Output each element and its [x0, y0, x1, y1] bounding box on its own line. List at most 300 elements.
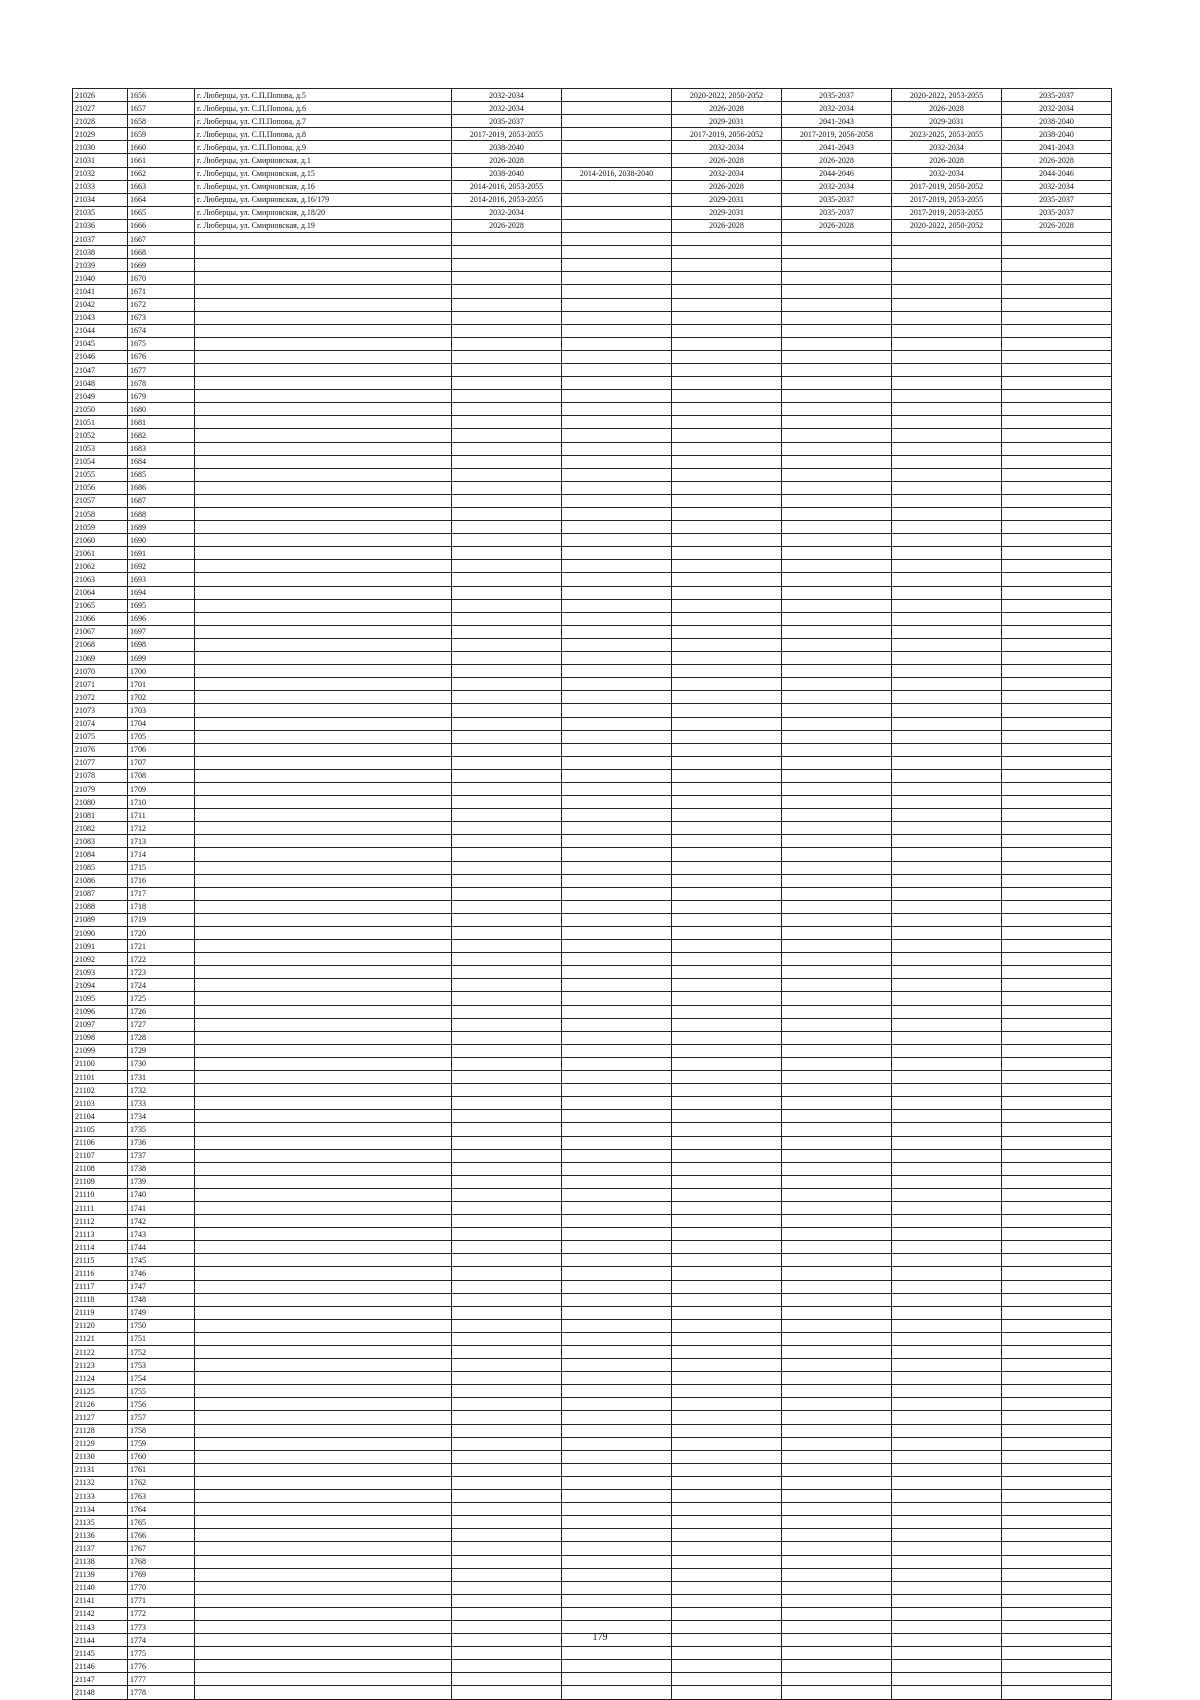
row-code: 1735 — [128, 1123, 195, 1136]
row-period-1 — [452, 979, 562, 992]
row-code: 1710 — [128, 796, 195, 809]
row-period-4 — [782, 1110, 892, 1123]
row-address — [195, 1319, 452, 1332]
row-period-2 — [562, 1647, 672, 1660]
row-period-6: 2041-2043 — [1002, 141, 1112, 154]
row-period-4 — [782, 1673, 892, 1686]
row-period-5 — [892, 1424, 1002, 1437]
row-number: 21117 — [73, 1280, 128, 1293]
row-period-6 — [1002, 822, 1112, 835]
row-address — [195, 1057, 452, 1070]
row-period-1 — [452, 246, 562, 259]
row-period-3 — [672, 1516, 782, 1529]
row-period-6 — [1002, 887, 1112, 900]
row-period-1 — [452, 468, 562, 481]
row-period-6 — [1002, 599, 1112, 612]
row-period-5 — [892, 481, 1002, 494]
row-period-6 — [1002, 756, 1112, 769]
row-period-1 — [452, 1372, 562, 1385]
row-period-6 — [1002, 1162, 1112, 1175]
row-period-2 — [562, 652, 672, 665]
row-address — [195, 508, 452, 521]
row-code: 1659 — [128, 128, 195, 141]
row-period-2 — [562, 1424, 672, 1437]
row-address — [195, 1215, 452, 1228]
table-row — [73, 521, 1112, 534]
table-row — [73, 691, 1112, 704]
row-period-6 — [1002, 796, 1112, 809]
table-row — [73, 1123, 1112, 1136]
row-period-2 — [562, 1136, 672, 1149]
row-period-4 — [782, 468, 892, 481]
row-address: г. Люберцы, ул. С.П.Попова, д.6 — [195, 102, 452, 115]
row-period-4 — [782, 1188, 892, 1201]
row-period-4 — [782, 599, 892, 612]
row-code: 1763 — [128, 1490, 195, 1503]
row-period-1 — [452, 337, 562, 350]
row-period-1 — [452, 927, 562, 940]
row-code: 1684 — [128, 455, 195, 468]
row-period-1 — [452, 1201, 562, 1214]
row-period-6 — [1002, 1647, 1112, 1660]
row-period-3 — [672, 350, 782, 363]
row-code: 1756 — [128, 1398, 195, 1411]
row-period-3 — [672, 1188, 782, 1201]
row-period-1 — [452, 1476, 562, 1489]
row-code: 1757 — [128, 1411, 195, 1424]
row-period-3 — [672, 455, 782, 468]
row-period-6 — [1002, 324, 1112, 337]
row-period-4 — [782, 560, 892, 573]
row-period-5: 2020-2022, 2050-2052 — [892, 219, 1002, 232]
row-period-5: 2017-2019, 2053-2055 — [892, 206, 1002, 219]
table-row — [73, 442, 1112, 455]
row-period-4 — [782, 861, 892, 874]
row-period-3 — [672, 678, 782, 691]
row-address — [195, 573, 452, 586]
row-period-1 — [452, 1555, 562, 1568]
row-address: г. Люберцы, ул. С.П.Попова, д.9 — [195, 141, 452, 154]
row-period-1 — [452, 1398, 562, 1411]
row-period-4 — [782, 1372, 892, 1385]
row-period-3 — [672, 468, 782, 481]
row-period-5 — [892, 691, 1002, 704]
row-number: 21129 — [73, 1437, 128, 1450]
row-period-3: 2026-2028 — [672, 102, 782, 115]
row-period-5: 2023-2025, 2053-2055 — [892, 128, 1002, 141]
row-period-2 — [562, 1228, 672, 1241]
row-address — [195, 416, 452, 429]
row-period-2 — [562, 1503, 672, 1516]
row-period-1: 2014-2016, 2053-2055 — [452, 193, 562, 206]
row-period-4 — [782, 769, 892, 782]
row-period-4 — [782, 612, 892, 625]
row-number: 21080 — [73, 796, 128, 809]
row-address — [195, 1031, 452, 1044]
row-period-3 — [672, 979, 782, 992]
row-period-6 — [1002, 1673, 1112, 1686]
row-address — [195, 1385, 452, 1398]
row-period-1 — [452, 704, 562, 717]
row-period-6 — [1002, 769, 1112, 782]
row-period-4 — [782, 429, 892, 442]
row-period-3 — [672, 927, 782, 940]
row-period-3 — [672, 717, 782, 730]
row-period-4 — [782, 1555, 892, 1568]
row-period-3 — [672, 1660, 782, 1673]
row-period-2 — [562, 377, 672, 390]
row-number: 21054 — [73, 455, 128, 468]
row-period-2 — [562, 1319, 672, 1332]
row-period-6 — [1002, 1463, 1112, 1476]
row-address — [195, 324, 452, 337]
row-period-3 — [672, 704, 782, 717]
row-period-3 — [672, 782, 782, 795]
row-period-5 — [892, 953, 1002, 966]
row-period-1 — [452, 809, 562, 822]
row-code: 1767 — [128, 1542, 195, 1555]
row-period-6 — [1002, 573, 1112, 586]
row-period-2 — [562, 1463, 672, 1476]
row-period-5 — [892, 298, 1002, 311]
row-code: 1744 — [128, 1241, 195, 1254]
row-period-2 — [562, 154, 672, 167]
table-row — [73, 1673, 1112, 1686]
row-period-5 — [892, 1411, 1002, 1424]
row-period-1 — [452, 455, 562, 468]
row-period-6 — [1002, 874, 1112, 887]
row-number: 21037 — [73, 233, 128, 246]
row-period-4 — [782, 1398, 892, 1411]
row-code: 1668 — [128, 246, 195, 259]
row-code: 1766 — [128, 1529, 195, 1542]
row-period-6 — [1002, 403, 1112, 416]
row-period-3 — [672, 1542, 782, 1555]
row-number: 21050 — [73, 403, 128, 416]
row-period-5 — [892, 1476, 1002, 1489]
row-code: 1717 — [128, 887, 195, 900]
row-period-6 — [1002, 1175, 1112, 1188]
row-code: 1718 — [128, 900, 195, 913]
row-period-6 — [1002, 1005, 1112, 1018]
row-period-2 — [562, 1162, 672, 1175]
row-code: 1761 — [128, 1463, 195, 1476]
row-address: г. Люберцы, ул. Смирновская, д.1 — [195, 154, 452, 167]
row-period-5 — [892, 1529, 1002, 1542]
table-row — [73, 992, 1112, 1005]
row-number: 21113 — [73, 1228, 128, 1241]
row-period-1 — [452, 1018, 562, 1031]
row-period-2 — [562, 1306, 672, 1319]
row-code: 1715 — [128, 861, 195, 874]
row-address — [195, 1686, 452, 1699]
row-address — [195, 652, 452, 665]
row-period-2 — [562, 1490, 672, 1503]
row-period-1 — [452, 861, 562, 874]
row-code: 1699 — [128, 652, 195, 665]
row-period-6 — [1002, 1437, 1112, 1450]
row-period-6 — [1002, 612, 1112, 625]
table-row — [73, 1359, 1112, 1372]
row-number: 21065 — [73, 599, 128, 612]
row-period-3 — [672, 1503, 782, 1516]
row-period-6 — [1002, 1319, 1112, 1332]
row-period-2 — [562, 534, 672, 547]
row-number: 21143 — [73, 1620, 128, 1633]
row-number: 21097 — [73, 1018, 128, 1031]
row-period-1 — [452, 1136, 562, 1149]
table-row — [73, 1149, 1112, 1162]
row-code: 1685 — [128, 468, 195, 481]
row-period-3 — [672, 652, 782, 665]
table-row — [73, 167, 1112, 180]
row-period-3 — [672, 1463, 782, 1476]
row-address — [195, 1018, 452, 1031]
table-row — [73, 769, 1112, 782]
row-number: 21099 — [73, 1044, 128, 1057]
row-period-4 — [782, 1437, 892, 1450]
row-period-5 — [892, 1005, 1002, 1018]
row-period-6 — [1002, 298, 1112, 311]
row-code: 1681 — [128, 416, 195, 429]
row-address: г. Люберцы, ул. Смирновская, д.16 — [195, 180, 452, 193]
row-period-6 — [1002, 468, 1112, 481]
table-row — [73, 508, 1112, 521]
row-number: 21048 — [73, 377, 128, 390]
row-address — [195, 1267, 452, 1280]
row-number: 21042 — [73, 298, 128, 311]
row-period-1: 2035-2037 — [452, 115, 562, 128]
row-period-5 — [892, 612, 1002, 625]
row-address — [195, 1359, 452, 1372]
row-code: 1750 — [128, 1319, 195, 1332]
row-period-4 — [782, 1450, 892, 1463]
row-address — [195, 1555, 452, 1568]
row-code: 1736 — [128, 1136, 195, 1149]
table-row — [73, 1071, 1112, 1084]
row-period-2 — [562, 638, 672, 651]
row-period-1 — [452, 298, 562, 311]
row-period-1 — [452, 743, 562, 756]
row-period-5 — [892, 429, 1002, 442]
row-period-2 — [562, 1149, 672, 1162]
row-code: 1768 — [128, 1555, 195, 1568]
row-period-2 — [562, 324, 672, 337]
row-period-5 — [892, 1123, 1002, 1136]
table-row — [73, 625, 1112, 638]
row-code: 1778 — [128, 1686, 195, 1699]
row-code: 1771 — [128, 1594, 195, 1607]
table-row — [73, 1306, 1112, 1319]
row-period-1 — [452, 887, 562, 900]
row-code: 1671 — [128, 285, 195, 298]
row-address — [195, 1044, 452, 1057]
row-address — [195, 1241, 452, 1254]
row-code: 1716 — [128, 874, 195, 887]
table-row — [73, 1516, 1112, 1529]
row-number: 21095 — [73, 992, 128, 1005]
table-row — [73, 89, 1112, 102]
table-row — [73, 638, 1112, 651]
row-code: 1740 — [128, 1188, 195, 1201]
row-period-4 — [782, 835, 892, 848]
row-period-6 — [1002, 665, 1112, 678]
row-period-3 — [672, 1071, 782, 1084]
row-code: 1675 — [128, 337, 195, 350]
table-row — [73, 1424, 1112, 1437]
row-period-5 — [892, 1319, 1002, 1332]
table-row — [73, 1529, 1112, 1542]
row-period-6 — [1002, 1084, 1112, 1097]
row-address — [195, 1529, 452, 1542]
row-address — [195, 678, 452, 691]
row-number: 21100 — [73, 1057, 128, 1070]
row-period-3: 2032-2034 — [672, 167, 782, 180]
row-period-5 — [892, 377, 1002, 390]
row-code: 1719 — [128, 913, 195, 926]
row-period-3 — [672, 769, 782, 782]
table-row — [73, 115, 1112, 128]
row-period-1 — [452, 1332, 562, 1345]
row-period-2 — [562, 691, 672, 704]
row-number: 21147 — [73, 1673, 128, 1686]
row-period-3 — [672, 363, 782, 376]
row-period-5 — [892, 1267, 1002, 1280]
registry-table — [72, 88, 1112, 1700]
table-row — [73, 363, 1112, 376]
row-period-1 — [452, 363, 562, 376]
row-number: 21061 — [73, 547, 128, 560]
row-period-1 — [452, 796, 562, 809]
row-period-4 — [782, 1084, 892, 1097]
row-period-4: 2044-2046 — [782, 167, 892, 180]
row-period-3 — [672, 992, 782, 1005]
row-period-2 — [562, 743, 672, 756]
row-address — [195, 1647, 452, 1660]
row-period-2 — [562, 1385, 672, 1398]
row-period-5 — [892, 1516, 1002, 1529]
row-period-6 — [1002, 730, 1112, 743]
row-period-5 — [892, 1568, 1002, 1581]
row-period-2 — [562, 455, 672, 468]
row-code: 1706 — [128, 743, 195, 756]
row-code: 1676 — [128, 350, 195, 363]
row-period-3 — [672, 1686, 782, 1699]
row-number: 21139 — [73, 1568, 128, 1581]
row-number: 21029 — [73, 128, 128, 141]
row-period-6 — [1002, 1594, 1112, 1607]
row-period-2 — [562, 1581, 672, 1594]
row-period-1 — [452, 730, 562, 743]
row-code: 1677 — [128, 363, 195, 376]
row-period-4 — [782, 1201, 892, 1214]
row-address — [195, 1149, 452, 1162]
row-period-2 — [562, 665, 672, 678]
table-row — [73, 324, 1112, 337]
row-code: 1667 — [128, 233, 195, 246]
row-address: г. Люберцы, ул. Смирновская, д.16/179 — [195, 193, 452, 206]
row-address — [195, 861, 452, 874]
row-period-4 — [782, 1228, 892, 1241]
row-period-5 — [892, 665, 1002, 678]
row-period-5 — [892, 1398, 1002, 1411]
row-period-2 — [562, 1359, 672, 1372]
row-period-2 — [562, 246, 672, 259]
row-period-6: 2032-2034 — [1002, 102, 1112, 115]
row-address — [195, 769, 452, 782]
row-number: 21114 — [73, 1241, 128, 1254]
row-period-4 — [782, 822, 892, 835]
row-address — [195, 1594, 452, 1607]
row-period-1: 2014-2016, 2053-2055 — [452, 180, 562, 193]
row-address — [195, 743, 452, 756]
row-number: 21137 — [73, 1542, 128, 1555]
row-period-5 — [892, 233, 1002, 246]
row-period-5 — [892, 638, 1002, 651]
row-period-6 — [1002, 1254, 1112, 1267]
row-period-3 — [672, 272, 782, 285]
row-number: 21098 — [73, 1031, 128, 1044]
row-period-6 — [1002, 861, 1112, 874]
row-period-2 — [562, 822, 672, 835]
row-period-4: 2032-2034 — [782, 180, 892, 193]
row-period-6 — [1002, 1359, 1112, 1372]
row-number: 21110 — [73, 1188, 128, 1201]
row-period-5 — [892, 337, 1002, 350]
table-row — [73, 586, 1112, 599]
row-period-1 — [452, 1686, 562, 1699]
row-period-5 — [892, 403, 1002, 416]
row-number: 21062 — [73, 560, 128, 573]
table-row — [73, 1319, 1112, 1332]
row-code: 1670 — [128, 272, 195, 285]
row-number: 21063 — [73, 573, 128, 586]
row-period-3 — [672, 913, 782, 926]
row-number: 21119 — [73, 1306, 128, 1319]
row-period-5 — [892, 782, 1002, 795]
row-period-1 — [452, 1647, 562, 1660]
row-period-4 — [782, 1018, 892, 1031]
table-row — [73, 1228, 1112, 1241]
row-period-3 — [672, 874, 782, 887]
row-period-2 — [562, 547, 672, 560]
table-row — [73, 390, 1112, 403]
row-code: 1776 — [128, 1660, 195, 1673]
row-period-6 — [1002, 416, 1112, 429]
row-period-4 — [782, 1594, 892, 1607]
row-period-4 — [782, 1267, 892, 1280]
table-row — [73, 822, 1112, 835]
row-code: 1721 — [128, 940, 195, 953]
table-row — [73, 1215, 1112, 1228]
row-period-3 — [672, 1005, 782, 1018]
row-period-6 — [1002, 1018, 1112, 1031]
row-period-2 — [562, 1607, 672, 1620]
row-period-1 — [452, 599, 562, 612]
row-period-6 — [1002, 1215, 1112, 1228]
row-period-5 — [892, 455, 1002, 468]
row-period-6 — [1002, 285, 1112, 298]
table-row — [73, 403, 1112, 416]
row-number: 21124 — [73, 1372, 128, 1385]
row-period-4: 2026-2028 — [782, 154, 892, 167]
row-code: 1688 — [128, 508, 195, 521]
row-period-6 — [1002, 625, 1112, 638]
table-row — [73, 1476, 1112, 1489]
row-period-1: 2017-2019, 2053-2055 — [452, 128, 562, 141]
row-period-5 — [892, 586, 1002, 599]
row-period-3 — [672, 612, 782, 625]
